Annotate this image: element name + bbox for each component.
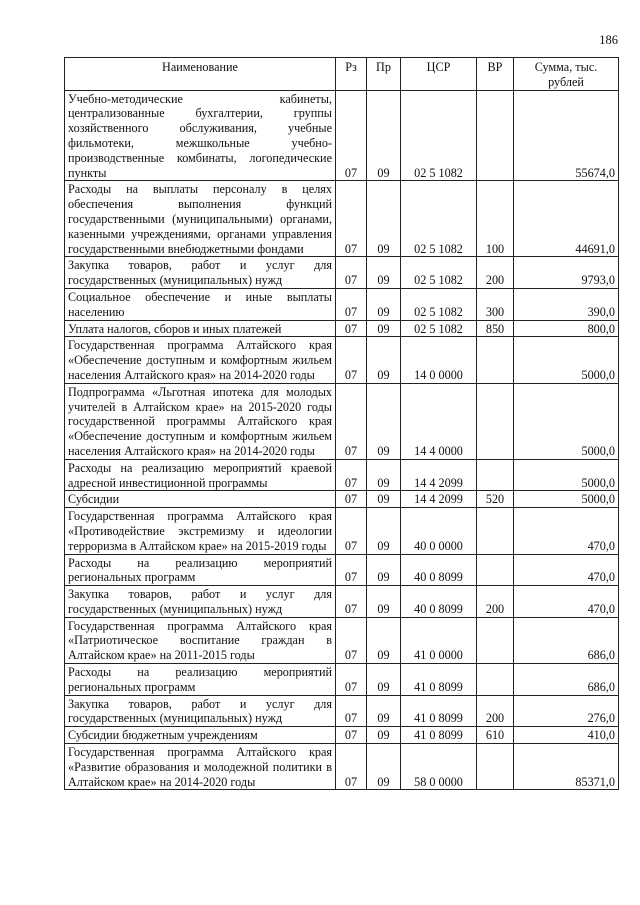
- row-vr-cell: 100: [477, 181, 514, 257]
- row-rz-cell: 07: [336, 459, 367, 491]
- budget-table: [64, 57, 619, 790]
- row-name-cell: Социальное обеспечение и иные выплаты населению: [65, 288, 336, 320]
- row-pr-cell: 09: [367, 337, 401, 383]
- table-row: [65, 727, 619, 744]
- row-sum-cell: 686,0: [514, 617, 619, 663]
- table-row: [65, 90, 619, 181]
- row-vr-cell: [477, 554, 514, 586]
- row-rz-cell: 07: [336, 257, 367, 289]
- row-rz-cell: 07: [336, 383, 367, 459]
- row-rz-cell: 07: [336, 337, 367, 383]
- row-name-cell: Расходы на реализацию мероприятий региональных программ: [65, 664, 336, 696]
- row-sum-cell: 470,0: [514, 508, 619, 554]
- row-name-cell: Закупка товаров, работ и услуг для государственных (муниципальных) нужд: [65, 257, 336, 289]
- row-name-cell: Расходы на реализацию мероприятий краевой адресной инвестиционной программы: [65, 459, 336, 491]
- row-csr-cell: 41 0 8099: [401, 664, 477, 696]
- row-csr-cell: 02 5 1082: [401, 320, 477, 337]
- row-sum-cell: 85371,0: [514, 744, 619, 790]
- table-row: [65, 586, 619, 618]
- table-row: [65, 617, 619, 663]
- row-rz-cell: 07: [336, 617, 367, 663]
- table-row: [65, 695, 619, 727]
- row-vr-cell: [477, 617, 514, 663]
- row-vr-cell: [477, 337, 514, 383]
- row-csr-cell: 02 5 1082: [401, 181, 477, 257]
- table-row: [65, 554, 619, 586]
- row-pr-cell: 09: [367, 257, 401, 289]
- row-sum-cell: 410,0: [514, 727, 619, 744]
- table-row: [65, 337, 619, 383]
- table-header-row: [65, 58, 619, 91]
- row-csr-cell: 14 4 0000: [401, 383, 477, 459]
- row-pr-cell: 09: [367, 508, 401, 554]
- row-sum-cell: 5000,0: [514, 383, 619, 459]
- row-sum-cell: 686,0: [514, 664, 619, 696]
- row-csr-cell: 14 4 2099: [401, 459, 477, 491]
- row-name-cell: Государственная программа Алтайского края «Противодействие экстремизму и идеологии терроризма в Алтайском крае» на 2015-2019 годы: [65, 508, 336, 554]
- row-csr-cell: 41 0 8099: [401, 727, 477, 744]
- table-row: [65, 491, 619, 508]
- row-csr-cell: 02 5 1082: [401, 90, 477, 181]
- header-csr: ЦСР: [401, 58, 477, 91]
- row-csr-cell: 40 0 0000: [401, 508, 477, 554]
- row-vr-cell: [477, 744, 514, 790]
- row-pr-cell: 09: [367, 90, 401, 181]
- table-row: [65, 257, 619, 289]
- header-name: Наименование: [65, 58, 336, 91]
- table-row: [65, 320, 619, 337]
- table-row: [65, 508, 619, 554]
- table-row: [65, 383, 619, 459]
- row-csr-cell: 58 0 0000: [401, 744, 477, 790]
- row-csr-cell: 02 5 1082: [401, 288, 477, 320]
- row-pr-cell: 09: [367, 727, 401, 744]
- row-csr-cell: 40 0 8099: [401, 586, 477, 618]
- row-name-cell: Учебно-методические кабинеты, централизованные бухгалтерии, группы хозяйственного обслуживания, учебные фильмотеки, межшкольные учебно-производственные комбинаты, логопедические пункты: [65, 90, 336, 181]
- row-sum-cell: 800,0: [514, 320, 619, 337]
- table-row: [65, 288, 619, 320]
- row-vr-cell: 610: [477, 727, 514, 744]
- table-row: [65, 664, 619, 696]
- row-pr-cell: 09: [367, 288, 401, 320]
- row-rz-cell: 07: [336, 744, 367, 790]
- row-vr-cell: 200: [477, 586, 514, 618]
- row-pr-cell: 09: [367, 181, 401, 257]
- row-name-cell: Субсидии: [65, 491, 336, 508]
- row-rz-cell: 07: [336, 695, 367, 727]
- row-csr-cell: 14 4 2099: [401, 491, 477, 508]
- row-name-cell: Закупка товаров, работ и услуг для государственных (муниципальных) нужд: [65, 586, 336, 618]
- row-pr-cell: 09: [367, 320, 401, 337]
- row-pr-cell: 09: [367, 459, 401, 491]
- header-rz: Рз: [336, 58, 367, 91]
- row-vr-cell: 520: [477, 491, 514, 508]
- row-pr-cell: 09: [367, 554, 401, 586]
- row-vr-cell: [477, 664, 514, 696]
- table-row: [65, 459, 619, 491]
- row-sum-cell: 5000,0: [514, 337, 619, 383]
- header-pr: Пр: [367, 58, 401, 91]
- row-sum-cell: 5000,0: [514, 491, 619, 508]
- row-rz-cell: 07: [336, 508, 367, 554]
- row-rz-cell: 07: [336, 288, 367, 320]
- row-csr-cell: 40 0 8099: [401, 554, 477, 586]
- row-sum-cell: 470,0: [514, 586, 619, 618]
- header-sum: Сумма, тыс. рублей: [514, 58, 619, 91]
- row-rz-cell: 07: [336, 586, 367, 618]
- row-pr-cell: 09: [367, 383, 401, 459]
- row-vr-cell: [477, 90, 514, 181]
- row-pr-cell: 09: [367, 491, 401, 508]
- row-name-cell: Подпрограмма «Льготная ипотека для молодых учителей в Алтайском крае» на 2015-2020 годы государственной программы Алтайского края «Обеспечение доступным и комфортным жильем населения Алтайского края» на 2014-2020 годы: [65, 383, 336, 459]
- row-rz-cell: 07: [336, 90, 367, 181]
- row-sum-cell: 390,0: [514, 288, 619, 320]
- row-rz-cell: 07: [336, 664, 367, 696]
- row-name-cell: Государственная программа Алтайского края «Обеспечение доступным и комфортным жильем населения Алтайского края» на 2014-2020 годы: [65, 337, 336, 383]
- row-name-cell: Субсидии бюджетным учреждениям: [65, 727, 336, 744]
- row-sum-cell: 276,0: [514, 695, 619, 727]
- row-vr-cell: 850: [477, 320, 514, 337]
- row-vr-cell: 200: [477, 257, 514, 289]
- row-pr-cell: 09: [367, 664, 401, 696]
- row-vr-cell: [477, 508, 514, 554]
- row-rz-cell: 07: [336, 181, 367, 257]
- row-pr-cell: 09: [367, 744, 401, 790]
- row-pr-cell: 09: [367, 617, 401, 663]
- page-number: 186: [599, 33, 618, 47]
- row-rz-cell: 07: [336, 320, 367, 337]
- row-name-cell: Государственная программа Алтайского края «Патриотическое воспитание граждан в Алтайском крае» на 2011-2015 годы: [65, 617, 336, 663]
- row-sum-cell: 470,0: [514, 554, 619, 586]
- row-name-cell: Расходы на реализацию мероприятий региональных программ: [65, 554, 336, 586]
- row-vr-cell: 200: [477, 695, 514, 727]
- row-sum-cell: 55674,0: [514, 90, 619, 181]
- row-csr-cell: 41 0 0000: [401, 617, 477, 663]
- row-sum-cell: 9793,0: [514, 257, 619, 289]
- row-rz-cell: 07: [336, 554, 367, 586]
- row-rz-cell: 07: [336, 727, 367, 744]
- row-name-cell: Расходы на выплаты персоналу в целях обеспечения выполнения функций государственными (муниципальными) органами, казенными учреждениями, органами управления государственными внебюджетными фондами: [65, 181, 336, 257]
- row-csr-cell: 02 5 1082: [401, 257, 477, 289]
- header-vr: ВР: [477, 58, 514, 91]
- row-name-cell: Государственная программа Алтайского края «Развитие образования и молодежной политики в Алтайском крае» на 2014-2020 годы: [65, 744, 336, 790]
- row-name-cell: Закупка товаров, работ и услуг для государственных (муниципальных) нужд: [65, 695, 336, 727]
- row-sum-cell: 44691,0: [514, 181, 619, 257]
- table-row: [65, 181, 619, 257]
- row-pr-cell: 09: [367, 695, 401, 727]
- table-row: [65, 744, 619, 790]
- row-pr-cell: 09: [367, 586, 401, 618]
- row-vr-cell: [477, 459, 514, 491]
- row-csr-cell: 41 0 8099: [401, 695, 477, 727]
- row-sum-cell: 5000,0: [514, 459, 619, 491]
- row-rz-cell: 07: [336, 491, 367, 508]
- row-csr-cell: 14 0 0000: [401, 337, 477, 383]
- row-name-cell: Уплата налогов, сборов и иных платежей: [65, 320, 336, 337]
- row-vr-cell: [477, 383, 514, 459]
- row-vr-cell: 300: [477, 288, 514, 320]
